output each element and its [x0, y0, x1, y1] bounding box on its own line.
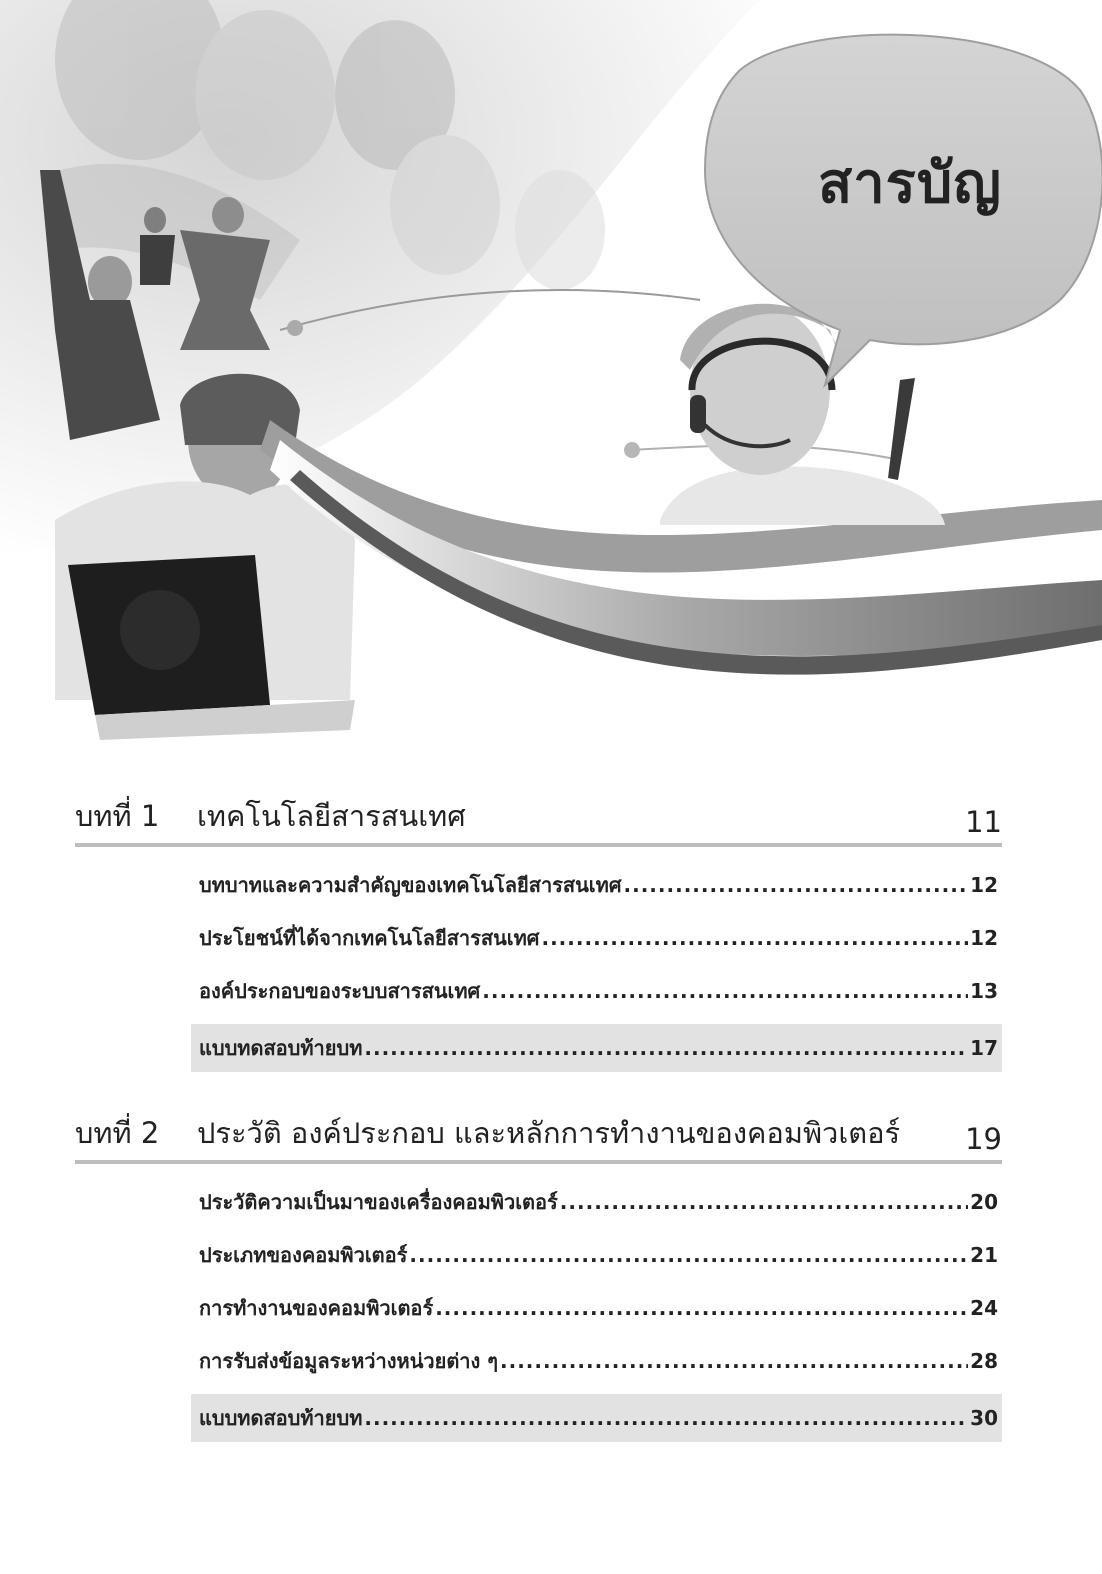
entry-title: ประโยชน์ที่ได้จากเทคโนโลยีสารสนเทศ	[199, 926, 540, 950]
chapter-page-number: 19	[965, 1122, 1002, 1156]
chapter-number: บทที่ 1	[75, 799, 160, 833]
chapter-title: เทคโนโลยีสารสนเทศ	[197, 799, 466, 833]
entry-title: การรับส่งข้อมูลระหว่างหน่วยต่าง ๆ	[199, 1349, 499, 1373]
dot-leader	[364, 1024, 968, 1072]
entry-page-number: 12	[970, 926, 998, 950]
dot-leader	[435, 1282, 968, 1335]
chapter-number: บทที่ 2	[75, 1116, 160, 1150]
table-of-contents	[75, 795, 1002, 1482]
chapter-entries	[191, 1176, 1002, 1442]
toc-entry-quiz[interactable]	[191, 1394, 1002, 1442]
chapter-heading[interactable]	[75, 795, 1002, 847]
toc-entry[interactable]	[191, 912, 1002, 965]
toc-entry[interactable]	[191, 1229, 1002, 1282]
entry-title: องค์ประกอบของระบบสารสนเทศ	[199, 979, 481, 1003]
entry-title: บทบาทและความสำคัญของเทคโนโลยีสารสนเทศ	[199, 873, 622, 897]
dot-leader	[364, 1394, 968, 1442]
toc-entry[interactable]	[191, 965, 1002, 1018]
chapter-2	[75, 1112, 1002, 1442]
entry-page-number: 20	[970, 1190, 998, 1214]
dot-leader	[560, 1176, 968, 1229]
chapter-heading[interactable]	[75, 1112, 1002, 1164]
toc-entry[interactable]	[191, 1282, 1002, 1335]
toc-entry-quiz[interactable]	[191, 1024, 1002, 1072]
entry-title: ประเภทของคอมพิวเตอร์	[199, 1243, 408, 1267]
entry-page-number: 28	[970, 1349, 998, 1373]
toc-entry[interactable]	[191, 1335, 1002, 1388]
entry-page-number: 21	[970, 1243, 998, 1267]
entry-page-number: 30	[970, 1406, 998, 1430]
entry-title: แบบทดสอบท้ายบท	[199, 1036, 363, 1060]
chapter-title: ประวัติ องค์ประกอบ และหลักการทำงานของคอมพิวเตอร์	[197, 1116, 901, 1150]
entry-title: การทำงานของคอมพิวเตอร์	[199, 1296, 434, 1320]
entry-page-number: 12	[970, 873, 998, 897]
page-title: สารบัญ	[818, 151, 1002, 216]
entry-title: แบบทดสอบท้ายบท	[199, 1406, 363, 1430]
dot-leader	[409, 1229, 968, 1282]
header-illustration	[0, 0, 1102, 760]
entry-title: ประวัติความเป็นมาของเครื่องคอมพิวเตอร์	[199, 1190, 558, 1214]
toc-entry[interactable]	[191, 859, 1002, 912]
chapter-1	[75, 795, 1002, 1072]
entry-page-number: 24	[970, 1296, 998, 1320]
collage-graphic	[0, 0, 1102, 760]
dot-leader	[500, 1335, 968, 1388]
entry-page-number: 13	[970, 979, 998, 1003]
entry-page-number: 17	[970, 1036, 998, 1060]
chapter-entries	[191, 859, 1002, 1072]
chapter-page-number: 11	[965, 805, 1002, 839]
dot-leader	[541, 912, 968, 965]
dot-leader	[482, 965, 968, 1018]
dot-leader	[624, 859, 969, 912]
toc-entry[interactable]	[191, 1176, 1002, 1229]
